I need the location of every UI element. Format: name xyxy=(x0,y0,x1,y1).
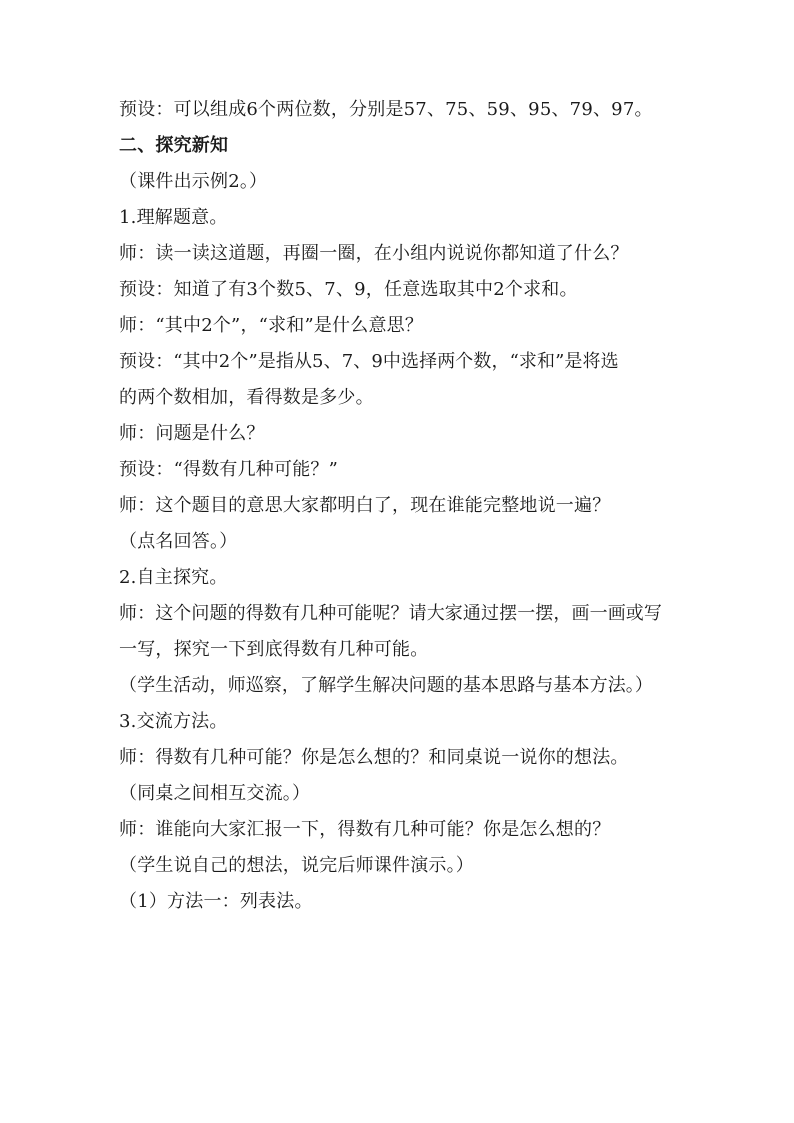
paragraph-line: 师：“其中2个”，“求和”是什么意思？ xyxy=(119,315,424,336)
paragraph-line: 预设：“其中2个”是指从5、7、9中选择两个数，“求和”是将选 xyxy=(119,351,619,372)
paragraph-line: 师：这个问题的得数有几种可能呢？请大家通过摆一摆，画一画或写 xyxy=(119,603,662,624)
paragraph-line: 师：这个题目的意思大家都明白了，现在谁能完整地说一遍？ xyxy=(119,495,611,516)
paragraph-line: 一写，探究一下到底得数有几种可能。 xyxy=(119,639,429,660)
document-body xyxy=(119,92,684,920)
paragraph-line: 的两个数相加，看得数是多少。 xyxy=(119,387,374,408)
paragraph-line: 师：谁能向大家汇报一下，得数有几种可能？你是怎么想的？ xyxy=(119,819,611,840)
paragraph-line: （课件出示例2。） xyxy=(119,171,268,192)
paragraph-line: 预设：可以组成6个两位数，分别是57、75、59、95、79、97。 xyxy=(119,99,653,120)
paragraph-line: （1）方法一：列表法。 xyxy=(119,891,313,912)
paragraph-line: 预设：知道了有3个数5、7、9，任意选取其中2个求和。 xyxy=(119,279,578,300)
paragraph-line: 预设：“得数有几种可能？” xyxy=(119,459,339,480)
paragraph-line: 1.理解题意。 xyxy=(119,207,228,228)
paragraph-line: 2.自主探究。 xyxy=(119,567,228,588)
paragraph-line: 师：问题是什么？ xyxy=(119,423,265,444)
paragraph-line: （学生活动，师巡察，了解学生解决问题的基本思路与基本方法。） xyxy=(119,675,653,696)
paragraph-line: 师：得数有几种可能？你是怎么想的？和同桌说一说你的想法。 xyxy=(119,747,629,768)
paragraph-line: 3.交流方法。 xyxy=(119,711,228,732)
paragraph-line: （同桌之间相互交流。） xyxy=(119,783,311,804)
paragraph-line: （学生说自己的想法，说完后师课件演示。） xyxy=(119,855,474,876)
paragraph-line: （点名回答。） xyxy=(119,531,238,552)
section-heading: 二、探究新知 xyxy=(119,135,229,156)
paragraph-line: 师：读一读这道题，再圈一圈，在小组内说说你都知道了什么？ xyxy=(119,243,629,264)
